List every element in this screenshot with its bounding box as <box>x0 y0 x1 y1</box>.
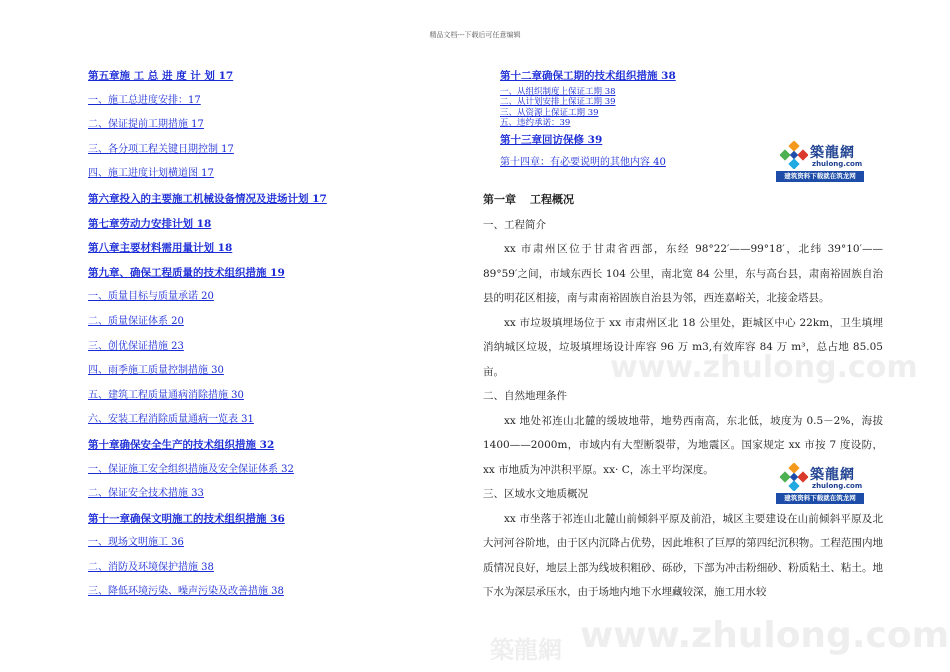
watermark-text: www.zhulong.com <box>580 615 950 656</box>
logo-tagline: 建筑资料下载就在筑龙网 <box>776 171 864 182</box>
toc-link-section[interactable]: 二、消防及环境保护措施 38 <box>88 561 214 573</box>
toc-link-schedule-org[interactable]: 一、从组织制度上保证工期 38 <box>500 87 616 97</box>
toc-left-column <box>88 67 448 608</box>
chapter-one-body <box>483 188 883 605</box>
toc-link-section[interactable]: 六、安装工程消除质量通病一览表 31 <box>88 414 254 426</box>
toc-link-section[interactable]: 四、施工进度计划横道图 17 <box>88 168 214 180</box>
logo-domain-text: zhulong.com <box>812 160 863 168</box>
section-heading-geography: 二、自然地理条件 <box>483 390 567 402</box>
toc-link-chapter[interactable]: 第十章确保安全生产的技术组织措施 32 <box>88 438 275 451</box>
toc-link-section[interactable]: 一、保证施工安全组织措施及安全保证体系 32 <box>88 463 294 475</box>
toc-link-section[interactable]: 三、创优保证措施 23 <box>88 340 184 352</box>
toc-link-section[interactable]: 二、质量保证体系 20 <box>88 315 184 327</box>
toc-link-section[interactable]: 二、保证提前工期措施 17 <box>88 119 204 131</box>
toc-link-chapter[interactable]: 第五章施 工 总 进 度 计 划 17 <box>88 70 234 82</box>
toc-link-breach-commitment[interactable]: 五、违约承诺：39 <box>500 117 571 128</box>
toc-link-section[interactable]: 一、现场文明施工 36 <box>88 537 184 549</box>
toc-link-chapter-13[interactable]: 第十三章回访保修 39 <box>500 134 603 147</box>
toc-link-section[interactable]: 四、雨季施工质量控制措施 30 <box>88 365 224 377</box>
zhulong-logo-icon <box>780 141 808 169</box>
toc-link-section[interactable]: 三、各分项工程关键日期控制 17 <box>88 143 234 155</box>
chapter-label: 第一章 <box>483 193 516 206</box>
logo-tagline: 建筑资料下载就在筑龙网 <box>776 493 864 504</box>
toc-link-section[interactable]: 三、降低环境污染、噪声污染及改善措施 38 <box>88 586 284 598</box>
section-heading-overview: 一、工程简介 <box>483 218 546 231</box>
toc-right-column <box>500 68 780 174</box>
page-header: 精品文档---下载后可任意编辑 <box>429 31 521 39</box>
toc-link-chapter-14[interactable]: 第十四章：有必要说明的其他内容 40 <box>500 157 666 169</box>
toc-link-section[interactable]: 一、质量目标与质量承诺 20 <box>88 291 214 303</box>
logo-domain-text: zhulong.com <box>812 482 863 490</box>
toc-link-chapter[interactable]: 第九章、确保工程质量的技术组织措施 19 <box>88 266 285 279</box>
toc-link-section[interactable]: 五、建筑工程质量通病消除措施 30 <box>88 389 244 401</box>
toc-link-chapter[interactable]: 第十一章确保文明施工的技术组织措施 36 <box>88 512 285 525</box>
toc-link-chapter[interactable]: 第七章劳动力安排计划 18 <box>88 217 212 230</box>
watermark-text: www.zhulong.com <box>610 350 918 385</box>
logo-brand-text: 築龍網 <box>810 467 855 483</box>
paragraph-hydrogeology: xx 市坐落于祁连山北麓山前倾斜平原及前沿，城区主要建设在山前倾斜平原及北大河河谷阶地，由于区内沉降占优势，因此堆积了巨厚的第四纪沉积物。工程范围内地质情况良好，地层上部为线坡积粗砂、砾砂，下部为冲击粉细砂、粉质粘土、粘土。地下水为深层承压水，由于场地内地下水埋藏较深，施工用水较 <box>483 512 883 598</box>
chapter-heading <box>483 188 883 213</box>
toc-link-section[interactable]: 一、施工总进度安排：17 <box>88 94 201 106</box>
paragraph-location: xx 市肃州区位于甘肃省西部，东经 98°22′——99°18′，北纬 39°10′——89°59′之间，市域东西长 104 公里，南北宽 84 公里，东与高台县，肃南裕固族自治县的明花区相接，南与肃南裕固族自治县为邻，西连嘉峪关，北接金塔县。 <box>483 243 883 304</box>
logo-brand-text: 築龍網 <box>810 145 855 161</box>
toc-link-schedule-resource[interactable]: 三、从资源上保证工期 39 <box>500 107 599 118</box>
toc-link-chapter[interactable]: 第六章投入的主要施工机械设备情况及进场计划 17 <box>88 192 327 205</box>
paragraph-geography: xx 地处祁连山北麓的缓坡地带，地势西南高，东北低，坡度为 0.5－2%，海拔1400——2000m，市域内有大型断裂带，为地震区。国家规定 xx 市按 7 度设防，xx 市地质为冲洪积平原。xx· C，冻土平均深度。 <box>483 414 883 476</box>
toc-link-chapter-12[interactable]: 第十二章确保工期的技术组织措施 38 <box>500 70 676 82</box>
watermark-brand: 築龍網 <box>490 636 562 664</box>
toc-link-section[interactable]: 二、保证安全技术措施 33 <box>88 488 204 500</box>
section-heading-hydrogeology: 三、区域水文地质概况 <box>483 488 588 500</box>
chapter-title: 工程概况 <box>530 193 574 206</box>
toc-link-schedule-plan[interactable]: 二、从计划安排上保证工期 39 <box>500 97 616 108</box>
toc-link-chapter[interactable]: 第八章主要材料需用量计划 18 <box>88 242 233 255</box>
zhulong-logo <box>776 140 864 184</box>
paragraph-landfill: xx 市垃圾填埋场位于 xx 市肃州区北 18 公里处，距城区中心 22km，卫生填埋消纳城区垃圾，垃圾填埋场设计库容 96 万 m3,有效库容 84 万 m³，总占地 85.05 亩。 <box>483 316 883 378</box>
